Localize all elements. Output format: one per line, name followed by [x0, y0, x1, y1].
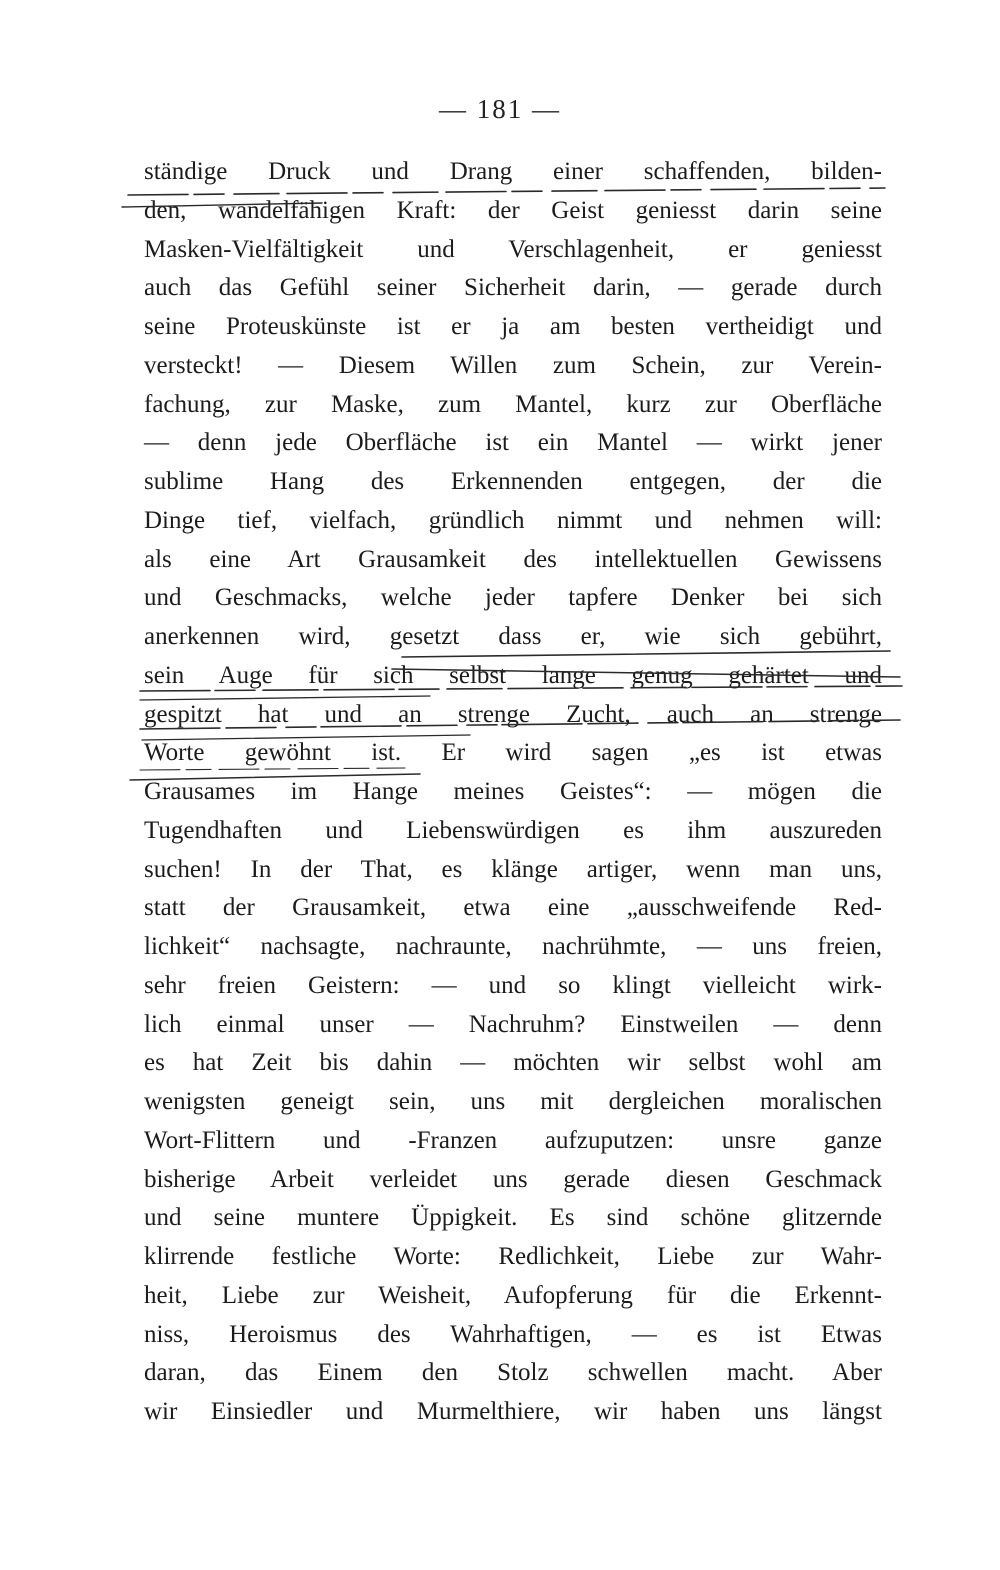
text-line: es hat Zeit bis dahin — möchten wir selbst wohl am: [144, 1049, 882, 1077]
text-line: den, wandelfähigen Kraft: der Geist geniesst darin seine: [144, 196, 882, 224]
text-line: Grausames im Hange meines Geistes“: — mögen die: [144, 778, 882, 805]
text-line: suchen! In der That, es klänge artiger, wenn man uns,: [144, 855, 882, 883]
text-line: klirrende festliche Worte: Redlichkeit, Liebe zur Wahr-: [144, 1243, 882, 1270]
text-line: Wort-Flittern und -Franzen aufzuputzen: unsre ganze: [144, 1126, 882, 1154]
text-line: ständige Druck und Drang einer schaffenden, bilden-: [144, 158, 882, 185]
text-line: niss, Heroismus des Wahrhaftigen, — es ist Etwas: [144, 1320, 882, 1348]
text-line: heit, Liebe zur Weisheit, Aufopferung für die Erkennt-: [144, 1281, 882, 1309]
text-line: Masken-Vielfältigkeit und Verschlagenheit, er geniesst: [144, 235, 882, 263]
text-line: wenigsten geneigt sein, uns mit dergleichen moralischen: [144, 1088, 882, 1115]
text-line: und Geschmacks, welche jeder tapfere Denker bei sich: [144, 584, 882, 612]
body-text: [144, 153, 882, 1432]
text-line: seine Proteuskünste ist er ja am besten vertheidigt und: [144, 313, 882, 340]
text-line: versteckt! — Diesem Willen zum Schein, zur Verein-: [144, 351, 882, 379]
text-line: gespitzt hat und an strenge Zucht, auch an strenge: [144, 700, 882, 728]
text-line: und seine muntere Üppigkeit. Es sind schöne glitzernde: [144, 1204, 882, 1232]
text-line: anerkennen wird, gesetzt dass er, wie sich gebührt,: [144, 623, 882, 650]
text-line: wir Einsiedler und Murmelthiere, wir haben uns längst: [144, 1398, 882, 1425]
text-line: als eine Art Grausamkeit des intellektuellen Gewissens: [144, 545, 882, 573]
text-line: fachung, zur Maske, zum Mantel, kurz zur Oberfläche: [144, 390, 882, 418]
text-line: Worte gewöhnt ist. Er wird sagen „es ist etwas: [144, 739, 882, 767]
text-line: lich einmal unser — Nachruhm? Einstweilen — denn: [144, 1010, 882, 1038]
text-line: bisherige Arbeit verleidet uns gerade diesen Geschmack: [144, 1165, 882, 1193]
text-line: sehr freien Geistern: — und so klingt vielleicht wirk-: [144, 971, 882, 999]
text-line: Tugendhaften und Liebenswürdigen es ihm auszureden: [144, 816, 882, 844]
text-line: — denn jede Oberfläche ist ein Mantel — wirkt jener: [144, 429, 882, 457]
text-line: daran, das Einem den Stolz schwellen macht. Aber: [144, 1359, 882, 1387]
text-line: sein Auge für sich selbst lange genug gehärtet und: [144, 661, 882, 689]
text-line: sublime Hang des Erkennenden entgegen, der die: [144, 468, 882, 495]
text-line: Dinge tief, vielfach, gründlich nimmt und nehmen will:: [144, 506, 882, 534]
text-line: statt der Grausamkeit, etwa eine „ausschweifende Red-: [144, 894, 882, 922]
text-line: lichkeit“ nachsagte, nachraunte, nachrühmte, — uns freien,: [144, 933, 882, 960]
page-number: — 181 —: [439, 94, 561, 124]
text-line: auch das Gefühl seiner Sicherheit darin, — gerade durch: [144, 274, 882, 302]
